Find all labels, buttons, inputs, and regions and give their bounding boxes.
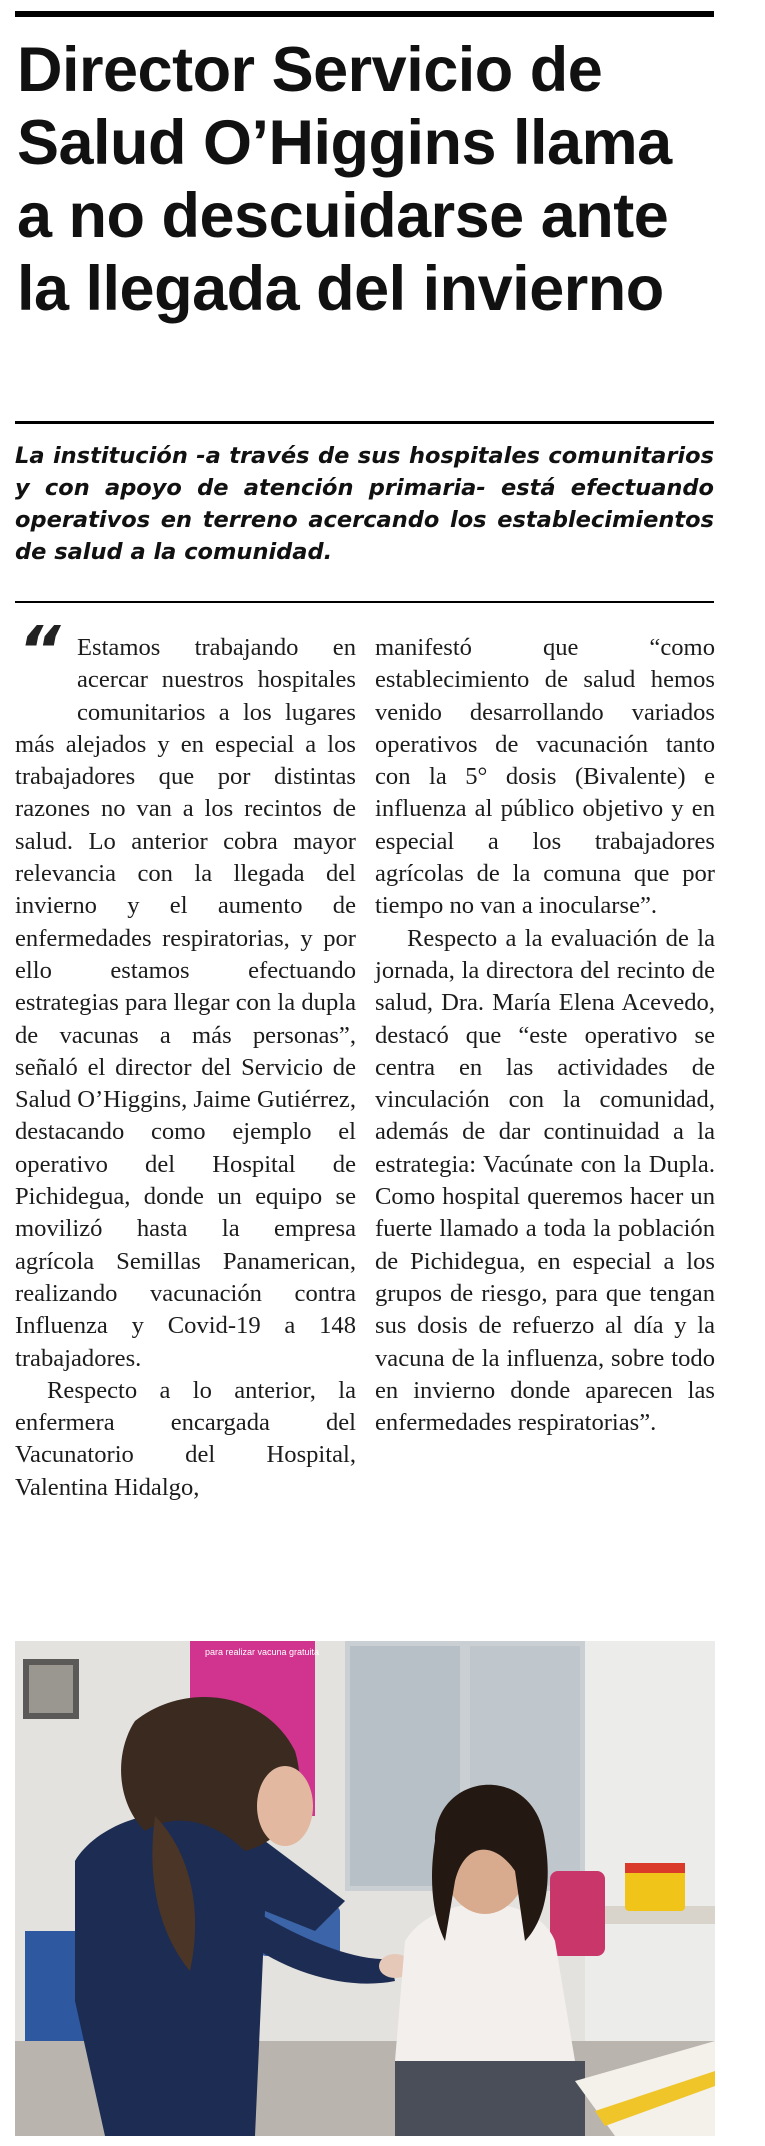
body-left-paragraph-1: Estamos trabajando en acercar nuestros hospitales comunitarios a los lugares más alejados y en especial a los trabajadores que por distintas razones no van a los recintos de salud. Lo anterior cobra mayor relevancia con la llegada del invierno y el aumento de enfermedades respiratorias, y por ello estamos efectuando estrategias para llegar con la dupla de vacunas a más personas”, señaló el director del Servicio de Salud O’Higgins, Jaime Gutiérrez, destacando como ejemplo el operativo del Hospital de Pichidegua, donde un equipo se movilizó hasta la empresa agrícola Semillas Panamerican, realizando vacunación contra Influenza y Covid-19 a 148 trabajadores. [15,634,356,1372]
body-column-left [15,632,356,1504]
top-rule [15,11,714,17]
vaccination-photo [15,1641,715,2136]
body-right-paragraph-1: manifestó que “como establecimiento de salud hemos venido desarrollando variados operativos de vacunación tanto con la 5° dosis (Bivalente) e influenza al público objetivo y en especial a los trabajadores agrícolas de la comuna que por tiempo no van a inocularse”. [375,634,715,920]
headline-separator [15,421,714,424]
drop-quote-space [15,632,77,726]
lede-separator [15,601,714,603]
body-column-right [375,632,715,1439]
body-left-paragraph-2: Respecto a lo anterior, la enfermera encargada del Vacunatorio del Hospital, Valentina Hidalgo, [15,1376,356,1501]
poster-text: para realizar vacuna gratuita [205,1647,320,1657]
headline: Director Servicio de Salud O’Higgins llama a no descuidarse ante la llegada del invierno [17,35,672,324]
sharps-container [625,1869,685,1911]
quote-mark-icon: “ [18,612,61,689]
body-left-paragraph-1-wrap [15,632,356,1375]
body-right-paragraph-2: Respecto a la evaluación de la jornada, la directora del recinto de salud, Dra. María Elena Acevedo, destacó que “este operativo se centra en las actividades de vinculación con la comunidad, además de dar continuidad a la estrategia: Vacúnate con la Dupla. Como hospital queremos hacer un fuerte llamado a toda la población de Pichidegua, en especial a los grupos de riesgo, para que tengan sus dosis de refuerzo al día y la vacuna de la influenza, sobre todo en invierno donde aparecen las enfermedades respiratorias”. [375,924,715,1437]
lede: La institución -a través de sus hospitales comunitarios y con apoyo de atención primaria- está efectuando operativos en terreno acercando los establecimientos de salud a la comunidad. [15,443,714,565]
